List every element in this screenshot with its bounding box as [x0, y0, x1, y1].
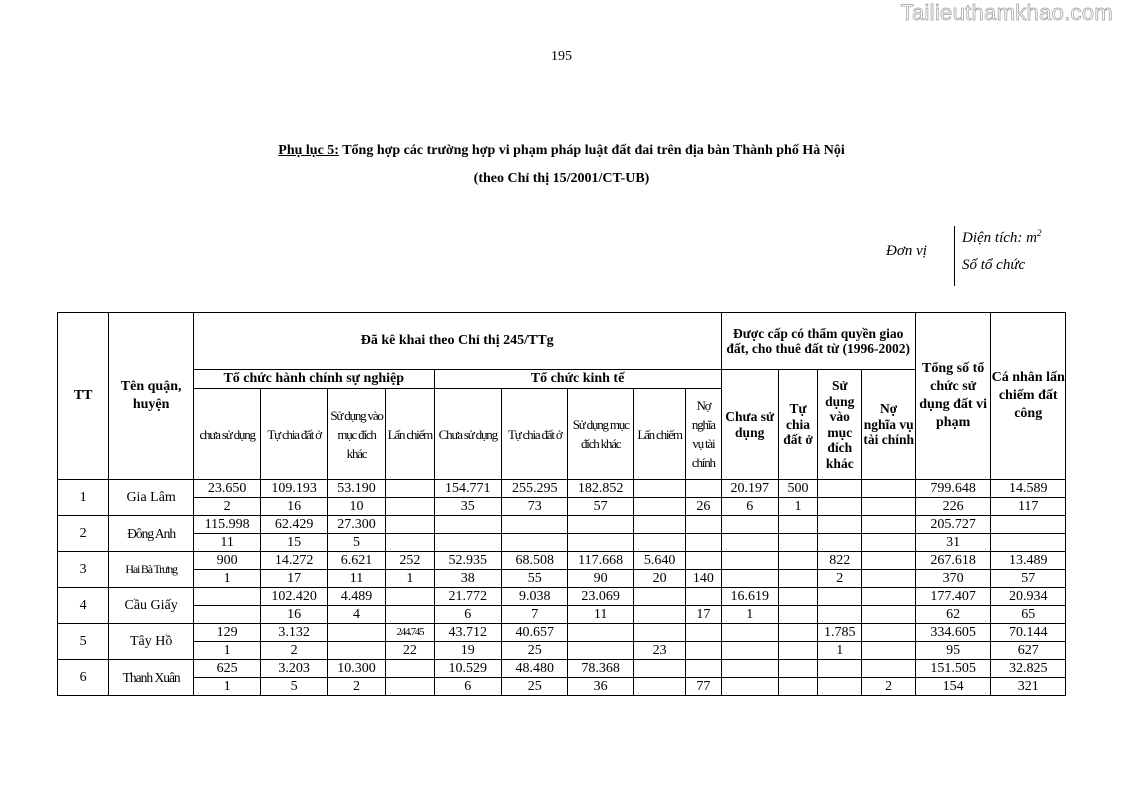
unit-area-text: Diện tích: m	[962, 230, 1037, 246]
cell-count-value: 2	[862, 678, 915, 696]
table-row-count	[58, 678, 1066, 696]
cell-count-value: 77	[686, 678, 721, 696]
cell-count-value: 16	[261, 498, 327, 516]
cell-area-value: 23.650	[193, 480, 260, 498]
cell-count-value: 38	[434, 570, 501, 588]
cell-area-value	[818, 660, 862, 678]
cell-area-value: 267.618	[915, 552, 991, 570]
header-admin-unused: chưa sử dụng	[193, 389, 260, 480]
cell-count-value: 2	[193, 498, 260, 516]
cell-count-value: 6	[434, 678, 501, 696]
cell-count-value: 57	[568, 498, 633, 516]
cell-area-value: 3.132	[261, 624, 327, 642]
cell-count-value	[633, 678, 685, 696]
cell-district-name: Hai Bà Trưng	[109, 552, 194, 588]
cell-area-value: 20.197	[721, 480, 778, 498]
appendix-title-text: Tổng hợp các trường hợp vi phạm pháp luật đất đai trên địa bàn Thành phố Hà Nội	[338, 143, 845, 158]
cell-area-value: 205.727	[915, 516, 991, 534]
cell-area-value: 20.934	[991, 588, 1066, 606]
cell-district-name: Thanh Xuân	[109, 660, 194, 696]
cell-area-value: 16.619	[721, 588, 778, 606]
cell-area-value: 43.712	[434, 624, 501, 642]
table-row-area	[58, 552, 1066, 570]
cell-area-value	[633, 588, 685, 606]
cell-area-value: 62.429	[261, 516, 327, 534]
cell-count-value: 4	[327, 606, 385, 624]
cell-area-value	[862, 660, 915, 678]
cell-count-value	[686, 642, 721, 660]
cell-area-value: 334.605	[915, 624, 991, 642]
cell-area-value	[568, 516, 633, 534]
cell-count-value: 1	[193, 678, 260, 696]
cell-area-value	[778, 588, 817, 606]
cell-count-value	[778, 642, 817, 660]
cell-tt: 3	[58, 552, 109, 588]
appendix-label: Phụ lục 5:	[278, 143, 339, 158]
cell-count-value: 11	[327, 570, 385, 588]
table-row-area	[58, 624, 1066, 642]
cell-count-value	[778, 570, 817, 588]
cell-area-value: 32.825	[991, 660, 1066, 678]
cell-count-value	[686, 534, 721, 552]
cell-district-name: Gia Lâm	[109, 480, 194, 516]
cell-count-value	[386, 678, 434, 696]
table-row-count	[58, 534, 1066, 552]
cell-count-value: 17	[686, 606, 721, 624]
cell-count-value	[778, 678, 817, 696]
watermark: Tailieuthamkhao.com	[900, 0, 1113, 25]
cell-area-value: 129	[193, 624, 260, 642]
cell-count-value: 6	[434, 606, 501, 624]
cell-count-value: 2	[327, 678, 385, 696]
unit-label: Đơn vị	[886, 243, 927, 259]
header-declared: Đã kê khai theo Chỉ thị 245/TTg	[193, 313, 721, 370]
cell-area-value: 799.648	[915, 480, 991, 498]
cell-area-value: 52.935	[434, 552, 501, 570]
cell-area-value	[721, 552, 778, 570]
cell-area-value: 117.668	[568, 552, 633, 570]
cell-count-value: 55	[502, 570, 568, 588]
cell-area-value: 21.772	[434, 588, 501, 606]
header-grant-unused: Chưa sử dụng	[721, 370, 778, 480]
cell-area-value: 9.038	[502, 588, 568, 606]
cell-area-value	[386, 588, 434, 606]
table-row-area	[58, 660, 1066, 678]
cell-count-value: 62	[915, 606, 991, 624]
cell-area-value: 10.529	[434, 660, 501, 678]
cell-count-value: 321	[991, 678, 1066, 696]
table-row-count	[58, 570, 1066, 588]
cell-count-value	[721, 534, 778, 552]
cell-area-value: 68.508	[502, 552, 568, 570]
header-admin-misuse: Sử dụng vào mục đích khác	[327, 389, 385, 480]
cell-count-value: 627	[991, 642, 1066, 660]
cell-area-value	[633, 516, 685, 534]
cell-count-value	[721, 678, 778, 696]
cell-count-value: 36	[568, 678, 633, 696]
header-econ-orgs: Tổ chức kinh tế	[434, 370, 721, 389]
cell-area-value: 5.640	[633, 552, 685, 570]
cell-district-name: Tây Hồ	[109, 624, 194, 660]
cell-area-value: 27.300	[327, 516, 385, 534]
cell-count-value: 1	[778, 498, 817, 516]
cell-area-value: 78.368	[568, 660, 633, 678]
cell-area-value: 177.407	[915, 588, 991, 606]
cell-count-value: 117	[991, 498, 1066, 516]
cell-area-value	[862, 588, 915, 606]
cell-area-value	[633, 624, 685, 642]
cell-count-value: 2	[818, 570, 862, 588]
cell-area-value	[778, 624, 817, 642]
cell-area-value	[434, 516, 501, 534]
cell-count-value	[633, 606, 685, 624]
cell-count-value: 22	[386, 642, 434, 660]
cell-district-name: Đông Anh	[109, 516, 194, 552]
cell-count-value: 15	[261, 534, 327, 552]
cell-area-value: 53.190	[327, 480, 385, 498]
cell-count-value	[862, 498, 915, 516]
cell-area-value	[778, 660, 817, 678]
cell-tt: 6	[58, 660, 109, 696]
cell-area-value	[686, 480, 721, 498]
cell-area-value	[686, 624, 721, 642]
cell-area-value: 70.144	[991, 624, 1066, 642]
cell-area-value	[386, 516, 434, 534]
unit-count: Số tổ chức	[962, 257, 1026, 273]
cell-area-value: 625	[193, 660, 260, 678]
cell-count-value	[434, 534, 501, 552]
cell-count-value	[386, 534, 434, 552]
document-title	[0, 143, 1123, 159]
cell-count-value: 140	[686, 570, 721, 588]
table-row-count	[58, 498, 1066, 516]
cell-count-value: 57	[991, 570, 1066, 588]
cell-count-value: 95	[915, 642, 991, 660]
cell-count-value	[568, 534, 633, 552]
cell-area-value	[991, 516, 1066, 534]
cell-count-value: 6	[721, 498, 778, 516]
table-row-area	[58, 480, 1066, 498]
cell-area-value	[686, 516, 721, 534]
cell-count-value: 1	[193, 642, 260, 660]
header-district: Tên quận, huyện	[109, 313, 194, 480]
cell-tt: 4	[58, 588, 109, 624]
cell-count-value: 2	[261, 642, 327, 660]
cell-area-value: 500	[778, 480, 817, 498]
header-granted: Được cấp có thẩm quyền giao đất, cho thuê đất từ (1996-2002)	[721, 313, 915, 370]
cell-count-value: 11	[568, 606, 633, 624]
cell-count-value: 1	[818, 642, 862, 660]
cell-count-value	[633, 534, 685, 552]
header-admin-orgs: Tổ chức hành chính sự nghiệp	[193, 370, 434, 389]
header-grant-self-divide: Tự chia đất ở	[778, 370, 817, 480]
cell-count-value: 1	[386, 570, 434, 588]
cell-area-value: 182.852	[568, 480, 633, 498]
cell-area-value: 900	[193, 552, 260, 570]
cell-count-value	[778, 606, 817, 624]
header-total-violations: Tổng số tổ chức sử dụng đất vi phạm	[915, 313, 991, 480]
cell-area-value: 23.069	[568, 588, 633, 606]
cell-area-value: 151.505	[915, 660, 991, 678]
cell-area-value	[327, 624, 385, 642]
cell-count-value	[818, 534, 862, 552]
cell-area-value	[862, 624, 915, 642]
cell-area-value	[686, 588, 721, 606]
cell-count-value	[862, 534, 915, 552]
cell-count-value	[862, 642, 915, 660]
header-grant-debt: Nợ nghĩa vụ tài chính	[862, 370, 915, 480]
table-row-count	[58, 606, 1066, 624]
header-econ-debt: Nợ nghĩa vụ tài chính	[686, 389, 721, 480]
cell-count-value	[778, 534, 817, 552]
cell-count-value: 25	[502, 678, 568, 696]
cell-area-value: 154.771	[434, 480, 501, 498]
cell-area-value: 48.480	[502, 660, 568, 678]
cell-area-value	[818, 588, 862, 606]
table-row-area	[58, 516, 1066, 534]
cell-area-value	[386, 660, 434, 678]
cell-count-value: 5	[327, 534, 385, 552]
cell-count-value	[818, 606, 862, 624]
cell-area-value	[193, 588, 260, 606]
cell-area-value: 10.300	[327, 660, 385, 678]
cell-count-value: 19	[434, 642, 501, 660]
cell-area-value	[862, 480, 915, 498]
violations-table	[57, 312, 1066, 696]
cell-count-value: 5	[261, 678, 327, 696]
header-econ-unused: Chưa sử dụng	[434, 389, 501, 480]
cell-area-value: 115.998	[193, 516, 260, 534]
cell-count-value	[721, 642, 778, 660]
cell-count-value	[862, 570, 915, 588]
header-econ-encroach: Lấn chiếm	[633, 389, 685, 480]
unit-area-sup: 2	[1036, 228, 1042, 238]
cell-area-value	[818, 480, 862, 498]
cell-count-value	[193, 606, 260, 624]
cell-count-value: 31	[915, 534, 991, 552]
cell-count-value	[386, 498, 434, 516]
table-row-area	[58, 588, 1066, 606]
cell-area-value: 40.657	[502, 624, 568, 642]
cell-count-value: 35	[434, 498, 501, 516]
header-econ-self-divide: Tự chia đất ở	[502, 389, 568, 480]
cell-area-value: 3.203	[261, 660, 327, 678]
cell-area-value: 14.272	[261, 552, 327, 570]
header-individuals: Cá nhân lấn chiếm đất công	[991, 313, 1066, 480]
cell-area-value	[862, 552, 915, 570]
cell-count-value: 25	[502, 642, 568, 660]
header-tt: TT	[58, 313, 109, 480]
cell-count-value	[991, 534, 1066, 552]
document-subtitle: (theo Chỉ thị 15/2001/CT-UB)	[473, 171, 650, 186]
cell-area-value	[778, 516, 817, 534]
cell-area-value: 822	[818, 552, 862, 570]
cell-count-value	[327, 642, 385, 660]
cell-area-value	[568, 624, 633, 642]
cell-area-value	[778, 552, 817, 570]
cell-count-value: 226	[915, 498, 991, 516]
cell-area-value	[686, 660, 721, 678]
cell-count-value: 11	[193, 534, 260, 552]
cell-count-value: 20	[633, 570, 685, 588]
cell-count-value: 1	[193, 570, 260, 588]
cell-count-value: 16	[261, 606, 327, 624]
cell-area-value	[502, 516, 568, 534]
cell-area-value	[386, 480, 434, 498]
cell-area-value: 109.193	[261, 480, 327, 498]
cell-count-value: 73	[502, 498, 568, 516]
cell-tt: 1	[58, 480, 109, 516]
cell-count-value: 7	[502, 606, 568, 624]
cell-area-value: 244.745	[386, 624, 434, 642]
header-admin-encroach: Lấn chiếm	[386, 389, 434, 480]
cell-tt: 2	[58, 516, 109, 552]
cell-count-value: 10	[327, 498, 385, 516]
cell-count-value	[818, 678, 862, 696]
cell-area-value	[633, 480, 685, 498]
cell-area-value	[721, 660, 778, 678]
cell-area-value	[721, 624, 778, 642]
cell-count-value	[568, 642, 633, 660]
table-body	[58, 480, 1066, 696]
cell-count-value	[721, 570, 778, 588]
cell-area-value	[721, 516, 778, 534]
cell-area-value: 255.295	[502, 480, 568, 498]
cell-count-value: 17	[261, 570, 327, 588]
cell-area-value: 14.589	[991, 480, 1066, 498]
cell-count-value: 65	[991, 606, 1066, 624]
cell-count-value: 23	[633, 642, 685, 660]
cell-district-name: Cầu Giấy	[109, 588, 194, 624]
cell-tt: 5	[58, 624, 109, 660]
cell-area-value: 6.621	[327, 552, 385, 570]
cell-count-value: 154	[915, 678, 991, 696]
cell-area-value	[818, 516, 862, 534]
cell-area-value	[686, 552, 721, 570]
cell-area-value: 1.785	[818, 624, 862, 642]
cell-count-value	[818, 498, 862, 516]
cell-count-value: 26	[686, 498, 721, 516]
page-number: 195	[551, 49, 572, 64]
cell-area-value: 4.489	[327, 588, 385, 606]
header-econ-misuse: Sử dụng mục đích khác	[568, 389, 633, 480]
cell-count-value	[386, 606, 434, 624]
cell-count-value	[862, 606, 915, 624]
header-grant-misuse: Sử dụng vào mục đích khác	[818, 370, 862, 480]
cell-area-value: 102.420	[261, 588, 327, 606]
header-admin-self-divide: Tự chia đất ở	[261, 389, 327, 480]
cell-count-value	[502, 534, 568, 552]
cell-count-value: 90	[568, 570, 633, 588]
table-row-count	[58, 642, 1066, 660]
cell-area-value: 13.489	[991, 552, 1066, 570]
cell-area-value	[862, 516, 915, 534]
unit-area	[962, 228, 1041, 247]
cell-area-value	[633, 660, 685, 678]
unit-bracket	[954, 226, 955, 286]
cell-count-value: 370	[915, 570, 991, 588]
cell-area-value: 252	[386, 552, 434, 570]
cell-count-value: 1	[721, 606, 778, 624]
cell-count-value	[633, 498, 685, 516]
